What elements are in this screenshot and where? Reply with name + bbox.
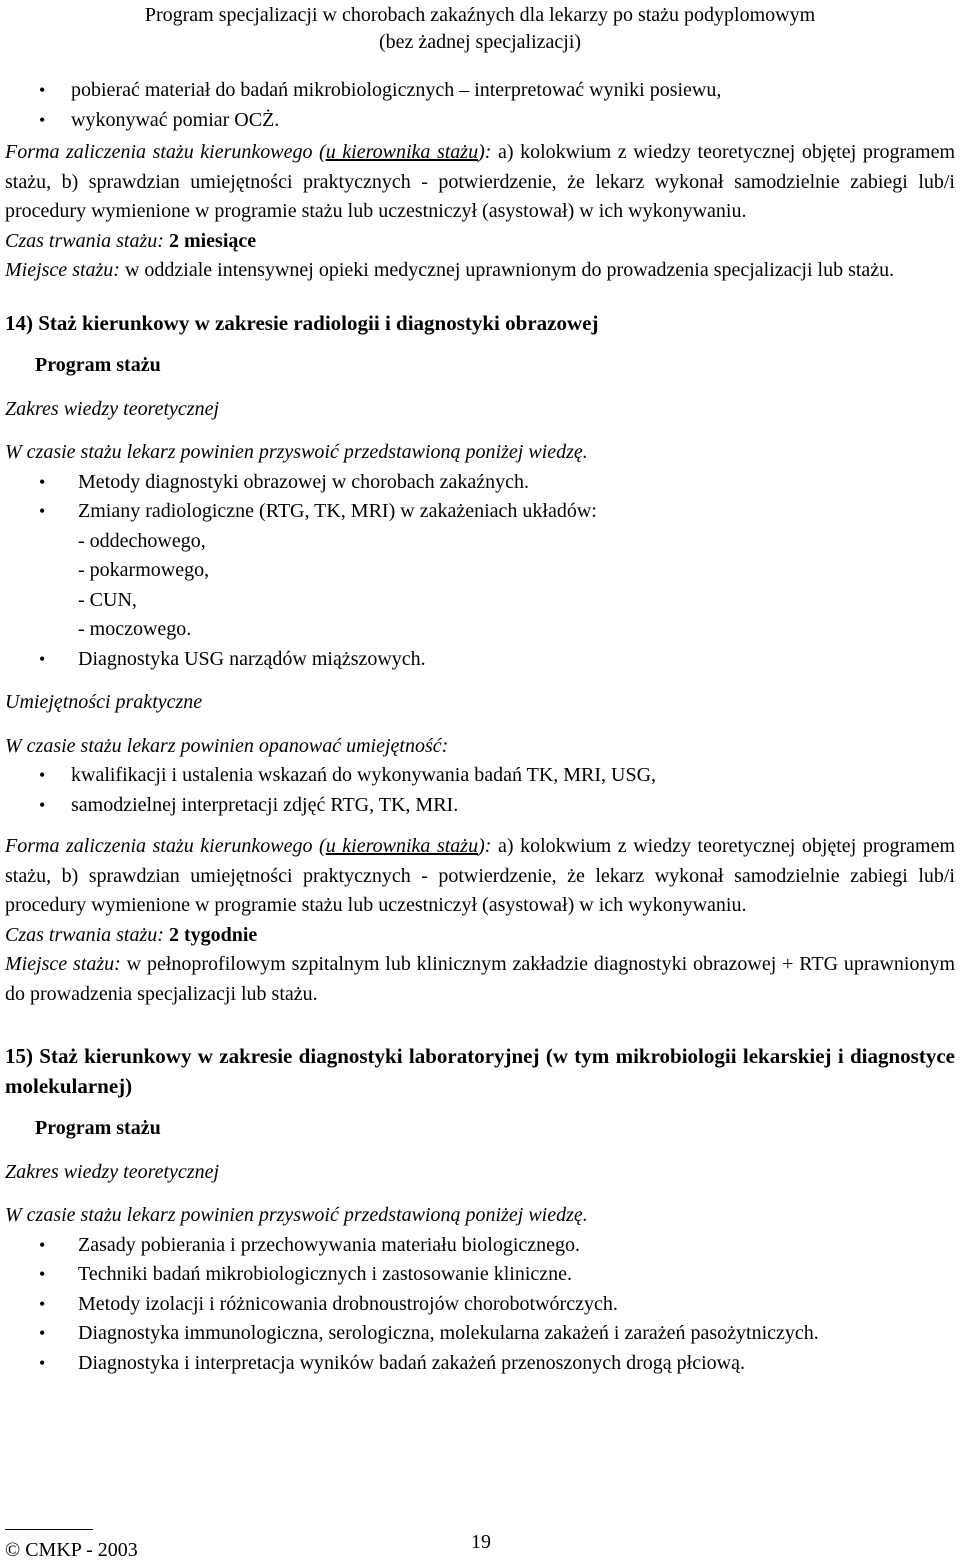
czas-trwania-paragraph-2	[5, 921, 955, 951]
list-item: • Diagnostyka immunologiczna, serologiczna, molekularna zakażeń i zarażeń pasożytniczych.	[5, 1319, 955, 1349]
dash-item: - moczowego.	[78, 618, 192, 640]
header-line-1: Program specjalizacji w chorobach zakaźnych dla lekarzy po stażu podyplomowym	[144, 4, 816, 26]
list-item: • samodzielnej interpretacji zdjęć RTG, TK, MRI.	[5, 791, 955, 821]
copyright-text: © CMKP - 2003	[5, 1539, 138, 1561]
list-item: • Metody diagnostyki obrazowej w chorobach zakaźnych.	[5, 468, 955, 498]
czas-label: Czas trwania stażu:	[5, 923, 164, 946]
page-content	[5, 76, 955, 1378]
forma-label: Forma zaliczenia stażu kierunkowego (u kierownika stażu):	[5, 835, 492, 857]
czas-value: 2 miesiące	[163, 229, 257, 252]
list-item: • Diagnostyka i interpretacja wyników badań zakażeń przenoszonych drogą płciową.	[5, 1349, 955, 1379]
list-item: • Zmiany radiologiczne (RTG, TK, MRI) w zakażeniach układów: - oddechowego, - pokarmowego, - CUN, - moczowego.	[5, 497, 955, 645]
list-item: • wykonywać pomiar OCŻ.	[5, 106, 955, 136]
wczasie-text-3: W czasie stażu lekarz powinien przyswoić przedstawioną poniżej wiedzę.	[5, 1204, 588, 1226]
list-item: • Diagnostyka USG narządów miąższowych.	[5, 645, 955, 675]
dash-item: - CUN,	[78, 588, 137, 611]
program-heading: Program stażu	[35, 354, 161, 376]
skills-bullets	[5, 761, 955, 820]
forma-text: a) kolokwium z wiedzy teoretycznej objętej programem stażu, b) sprawdzian umiejętności praktycznych - potwierdzenie, że lekarz wykonał samodzielnie zabiegi lub/i procedury wymienione w programie stażu lub uczestniczył (asystował) w ich wykonywaniu.	[5, 835, 956, 916]
section-14-bullets	[5, 468, 955, 675]
list-item: • Zasady pobierania i przechowywania materiału biologicznego.	[5, 1231, 955, 1261]
zakres-heading: Zakres wiedzy teoretycznej	[5, 397, 220, 420]
dash-item: - pokarmowego,	[78, 559, 210, 581]
list-item: • pobierać materiał do badań mikrobiologicznych – interpretować wyniki posiewu,	[5, 76, 955, 106]
forma-label: Forma zaliczenia stażu kierunkowego (u kierownika stażu):	[5, 141, 492, 163]
forma-zaliczenia-paragraph	[5, 138, 955, 227]
program-heading-2: Program stażu	[35, 1117, 161, 1139]
zakres-heading-2: Zakres wiedzy teoretycznej	[5, 1160, 220, 1183]
czas-label: Czas trwania stażu:	[5, 229, 164, 252]
list-item: • Metody izolacji i różnicowania drobnoustrojów chorobotwórczych.	[5, 1290, 955, 1320]
header-line-2: (bez żadnej specjalizacji)	[378, 31, 582, 53]
section-15-title: 15) Staż kierunkowy w zakresie diagnostyki laboratoryjnej (w tym mikrobiologii lekarskiej i diagnostyce molekularnej)	[5, 1044, 955, 1098]
miejsce-label: Miejsce stażu:	[5, 259, 120, 281]
forma-text: a) kolokwium z wiedzy teoretycznej objętej programem stażu, b) sprawdzian umiejętności praktycznych - potwierdzenie, że lekarz wykonał samodzielnie zabiegi lub/i procedury wymienione w programie stażu lub uczestniczył (asystował) w ich wykonywaniu.	[5, 141, 956, 222]
page-number: 19	[471, 1531, 491, 1553]
forma-zaliczenia-paragraph-2	[5, 832, 955, 921]
wczasie-text-2: W czasie stażu lekarz powinien opanować umiejętność:	[5, 734, 449, 757]
section-15-bullets	[5, 1231, 955, 1379]
miejsce-paragraph-2	[5, 950, 955, 1009]
top-bullet-list	[5, 76, 955, 135]
miejsce-text: w oddziale intensywnej opieki medycznej uprawnionym do prowadzenia specjalizacji lub stażu.	[119, 259, 895, 281]
czas-trwania-paragraph	[5, 227, 955, 257]
miejsce-text: w pełnoprofilowym szpitalnym lub klinicznym zakładzie diagnostyki obrazowej + RTG uprawnionym do prowadzenia specjalizacji lub stażu.	[5, 953, 955, 1005]
running-header	[0, 2, 960, 56]
miejsce-paragraph	[5, 256, 955, 286]
czas-value: 2 tygodnie	[163, 923, 258, 946]
list-item: • Techniki badań mikrobiologicznych i zastosowanie kliniczne.	[5, 1260, 955, 1290]
footer-divider	[5, 1529, 93, 1530]
miejsce-label: Miejsce stażu:	[5, 953, 121, 975]
section-14-title: 14) Staż kierunkowy w zakresie radiologii i diagnostyki obrazowej	[5, 310, 599, 335]
umiejetnosci-heading: Umiejętności praktyczne	[5, 691, 203, 713]
wczasie-text: W czasie stażu lekarz powinien przyswoić przedstawioną poniżej wiedzę.	[5, 441, 588, 463]
list-item: • kwalifikacji i ustalenia wskazań do wykonywania badań TK, MRI, USG,	[5, 761, 955, 791]
dash-item: - oddechowego,	[78, 529, 206, 552]
